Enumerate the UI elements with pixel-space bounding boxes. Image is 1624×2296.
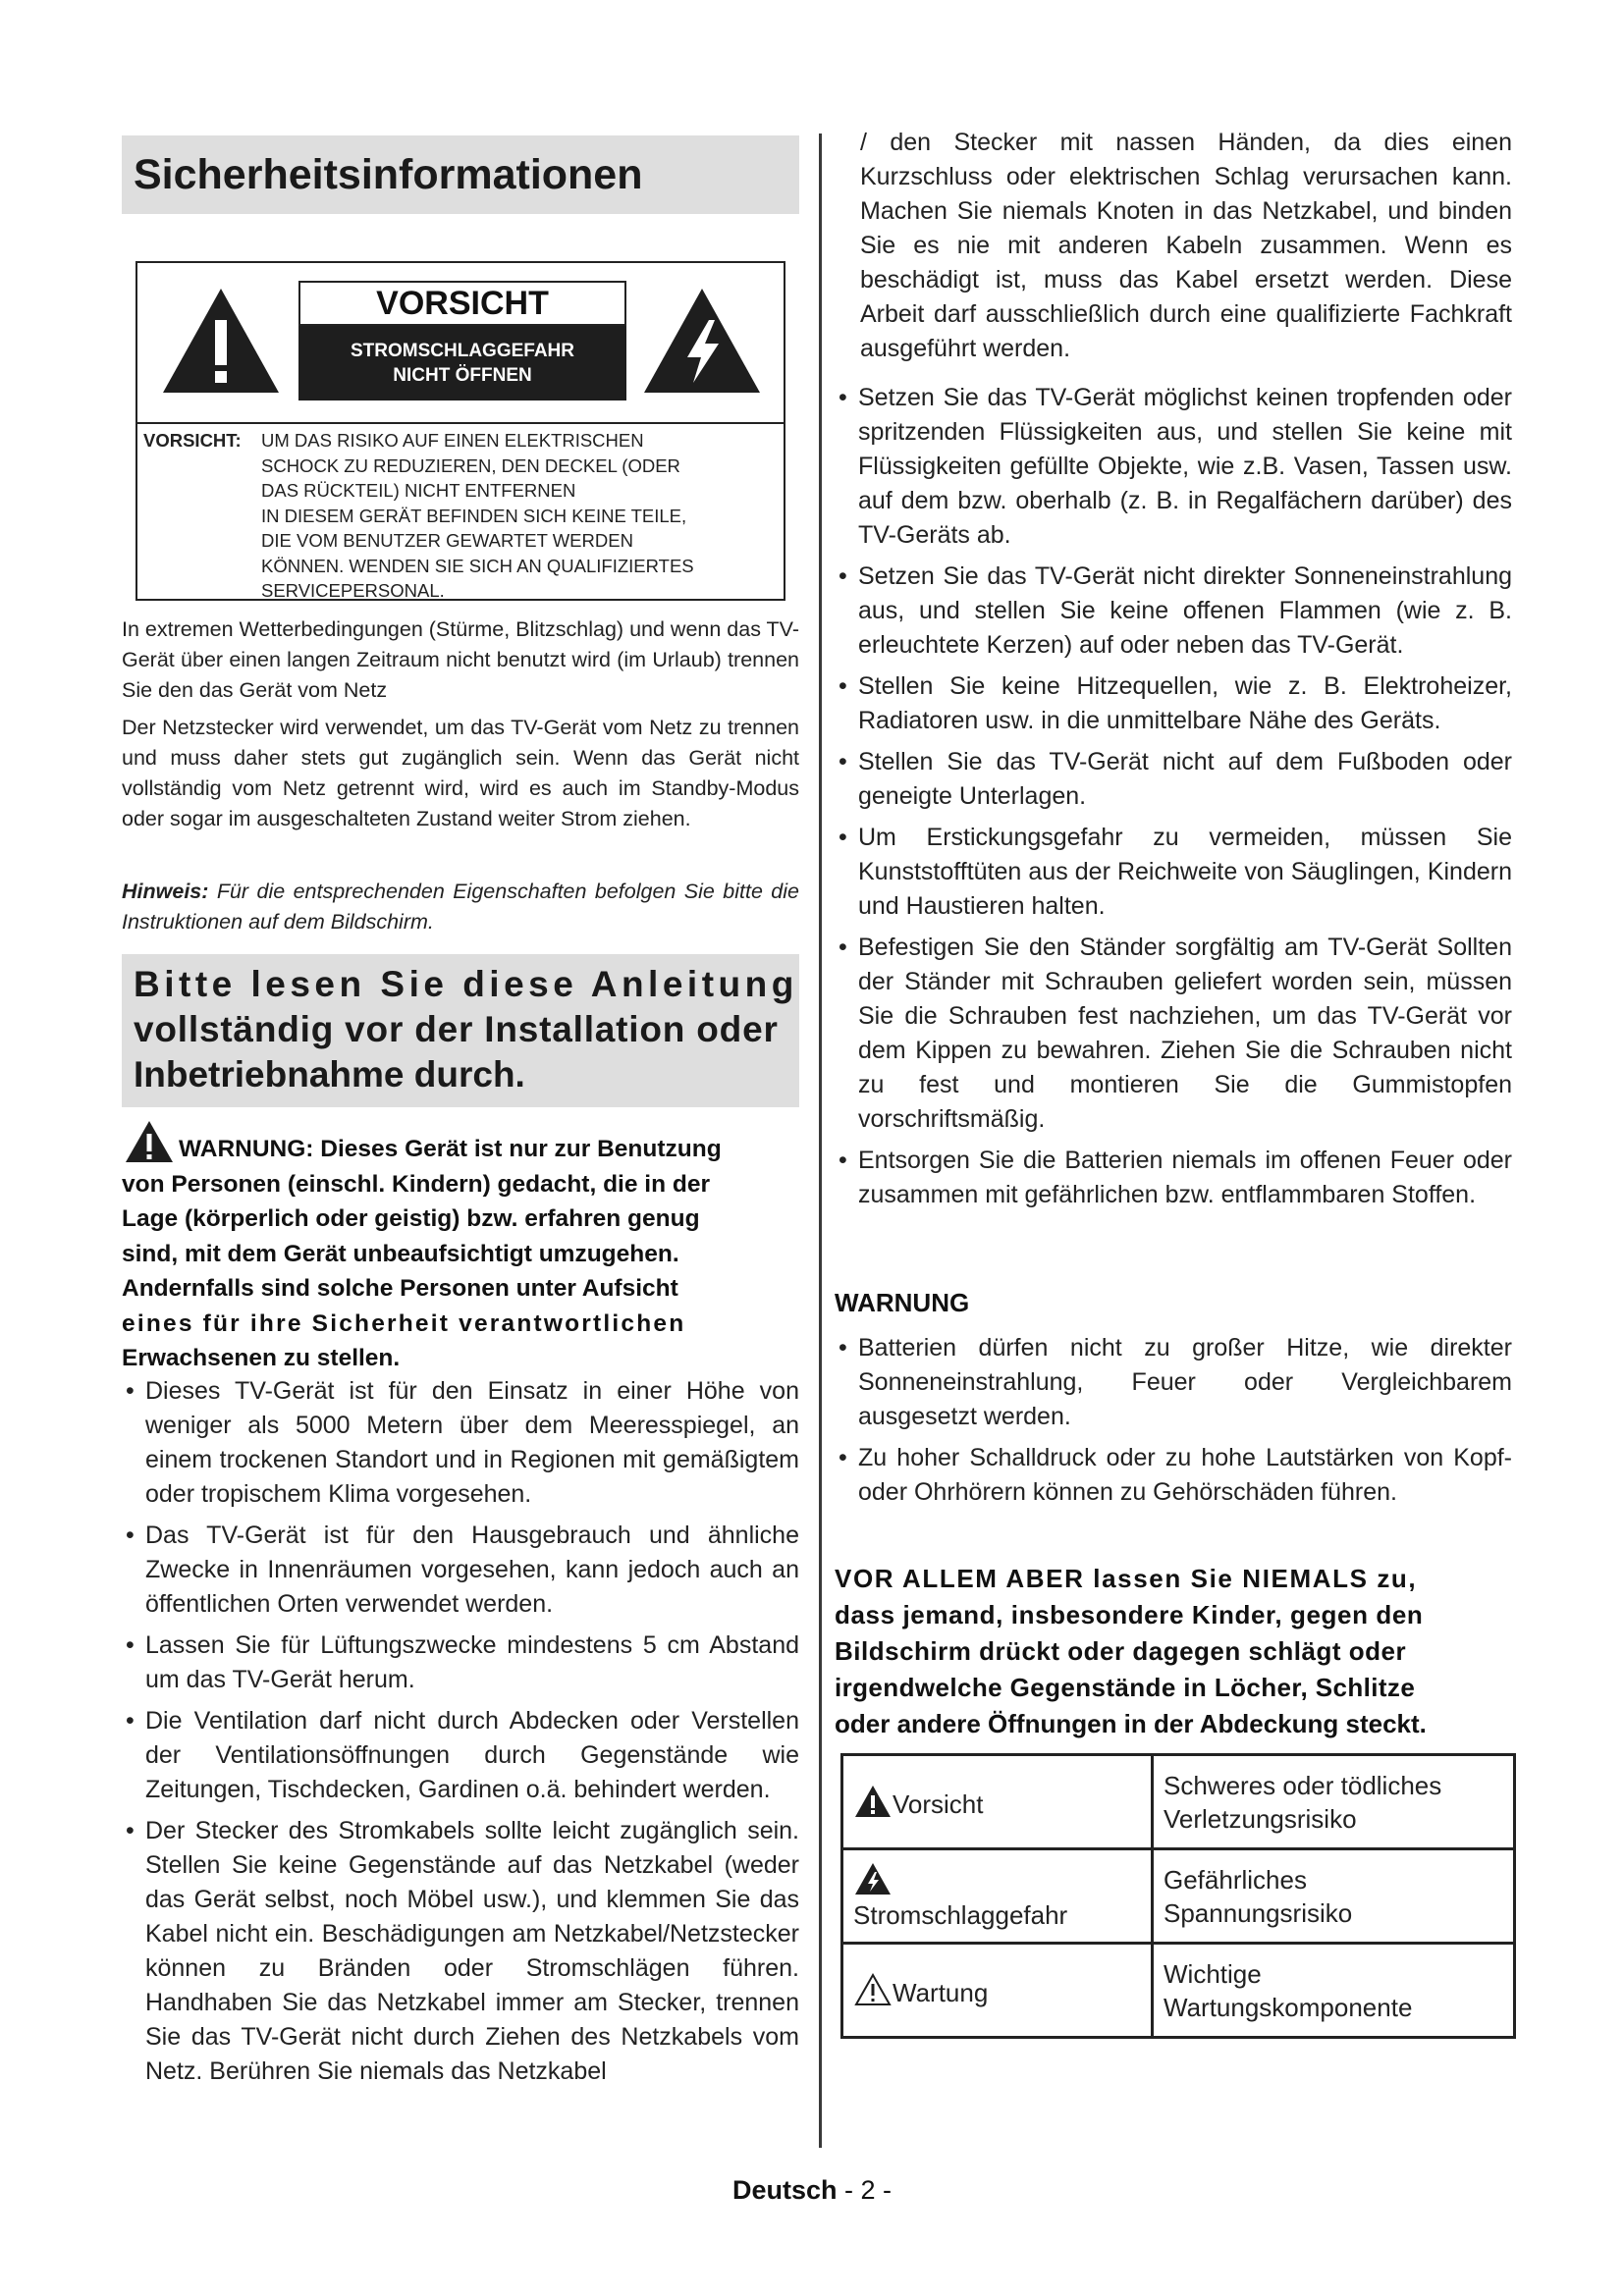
list-item: • Entsorgen Sie die Batterien niemals im offenen Feuer oder zusammen mit gefährlichen bzw. entflammbaren Stoffen. xyxy=(835,1144,1512,1212)
outline-warning-icon xyxy=(853,1972,893,2007)
legend-meaning-cell xyxy=(1153,1755,1515,1849)
caution-line: DIE VOM BENUTZER GEWARTET WERDEN xyxy=(261,530,633,551)
divider xyxy=(137,422,784,424)
table-row xyxy=(842,1944,1515,2038)
left-bullet-list xyxy=(122,1374,799,2096)
banner-line: STROMSCHLAGGEFAHR xyxy=(351,341,574,361)
page-title: Sicherheitsinformationen xyxy=(122,135,799,214)
legend-symbol-cell xyxy=(842,1755,1153,1849)
final-warning-line: oder andere Öffnungen in der Abdeckung steckt. xyxy=(835,1709,1427,1738)
read-manual-heading xyxy=(122,954,799,1107)
caution-label-box xyxy=(135,261,785,601)
shock-banner xyxy=(298,326,626,400)
legend-symbol-cell xyxy=(842,1849,1153,1944)
legend-meaning-line: Gefährliches xyxy=(1164,1864,1307,1895)
list-item: • Die Ventilation darf nicht durch Abdecken oder Verstellen der Ventilationsöffnungen durch Gegenstände wie Zeitungen, Tischdecken, Gardinen o.ä. behindert werden. xyxy=(122,1704,799,1807)
caution-line: UM DAS RISIKO AUF EINEN ELEKTRISCHEN xyxy=(261,430,644,451)
legend-meaning-line: Wartungskomponente xyxy=(1164,1992,1413,2022)
list-item: • Stellen Sie keine Hitzequellen, wie z. B. Elektroheizer, Radiatoren usw. in die unmittelbare Nähe des Geräts. xyxy=(835,669,1512,738)
note-paragraph xyxy=(122,877,799,937)
list-item: • Dieses TV-Gerät ist für den Einsatz in einer Höhe von weniger als 5000 Metern über dem Meeresspiegel, an einem trockenen Standort und in Regionen mit gemäßigtem oder tropischem Klima vorgesehen. xyxy=(122,1374,799,1512)
final-warning-line: VOR ALLEM ABER lassen Sie NIEMALS zu, xyxy=(835,1564,1418,1593)
warning-heading: WARNUNG xyxy=(835,1288,970,1317)
exclamation-warning-icon xyxy=(853,1784,893,1819)
page-footer xyxy=(0,2175,1624,2206)
caution-line: DAS RÜCKTEIL) NICHT ENTFERNEN xyxy=(261,480,576,501)
warning-line: Andernfalls sind solche Personen unter Aufsicht xyxy=(122,1275,678,1302)
exclamation-warning-icon xyxy=(124,1119,175,1164)
note-text: Für die entsprechenden Eigenschaften befolgen Sie bitte die Instruktionen auf dem Bildschirm. xyxy=(122,880,799,934)
warning-line: Erwachsenen zu stellen. xyxy=(122,1345,401,1371)
legend-symbol-label: Wartung xyxy=(893,1977,989,2007)
legend-meaning-cell xyxy=(1153,1944,1515,2038)
caution-line: SCHOCK ZU REDUZIEREN, DEN DECKEL (ODER xyxy=(261,454,680,476)
list-item: • Zu hoher Schalldruck oder zu hohe Lautstärken von Kopf- oder Ohrhörern können zu Gehörschäden führen. xyxy=(835,1441,1512,1510)
list-item: • Batterien dürfen nicht zu großer Hitze, wie direkter Sonneneinstrahlung, Feuer oder Vergleichbarem ausgesetzt werden. xyxy=(835,1331,1512,1434)
lightning-warning-icon xyxy=(853,1861,893,1896)
legend-symbol-cell xyxy=(842,1944,1153,2038)
list-item: • Der Stecker des Stromkabels sollte leicht zugänglich sein. Stellen Sie keine Gegenstände auf das Netzkabel (weder das Gerät selbst, noch Möbel usw.), und klemmen Sie das Kabel nicht ein. Beschädigungen am Netzkabel/Netzstecker können zu Bränden oder Stromschlägen führen. Handhaben Sie das Netzkabel immer am Stecker, trennen Sie das TV-Gerät nicht durch Ziehen des Netzkabels vom Netz. Berühren Sie niemals das Netzkabel xyxy=(122,1814,799,2089)
final-warning-line: Bildschirm drückt oder dagegen schlägt oder xyxy=(835,1636,1407,1666)
warning-line: Lage (körperlich oder geistig) bzw. erfahren genug xyxy=(122,1205,700,1232)
final-warning-line: irgendwelche Gegenstände in Löcher, Schlitze xyxy=(835,1673,1416,1702)
continued-paragraph: / den Stecker mit nassen Händen, da dies einen Kurzschluss oder elektrischen Schlag verursachen kann. Machen Sie niemals Knoten in das Netzkabel, und binden Sie es nie mit anderen Kabeln zusammen. Wenn es beschädigt ist, muss das Kabel ersetzt werden. Diese Arbeit darf ausschließlich durch eine qualifizierte Fachkraft ausgeführt werden. xyxy=(860,129,1512,362)
heading-line: Bitte lesen Sie diese Anleitung xyxy=(134,964,798,1004)
banner-line: NICHT ÖFFNEN xyxy=(393,365,532,386)
list-item: • Setzen Sie das TV-Gerät möglichst keinen tropfenden oder spritzenden Flüssigkeiten aus, und stellen Sie keine mit Flüssigkeiten gefüllte Objekte, wie z.B. Vasen, Tassen usw. auf dem bzw. oberhalb (z. B. in Regalfächern darüber) des TV-Geräts ab. xyxy=(835,381,1512,553)
list-item: • Um Erstickungsgefahr zu vermeiden, müssen Sie Kunststofftüten aus der Reichweite von Säuglingen, Kindern und Haustieren halten. xyxy=(835,821,1512,924)
exclamation-warning-icon xyxy=(159,285,283,397)
heading-line: vollständig vor der Installation oder xyxy=(134,1009,779,1049)
vorsicht-label: VORSICHT xyxy=(298,281,626,326)
final-warning xyxy=(835,1561,1522,1742)
legend-meaning-line: Spannungsrisiko xyxy=(1164,1897,1353,1928)
note-label: Hinweis: xyxy=(122,880,209,903)
power-plug-paragraph: Der Netzstecker wird verwendet, um das TV-Gerät vom Netz zu trennen und muss daher stets gut zugänglich sein. Wenn das Gerät nicht vollständig vom Netz getrennt wird, wird es auch im Standby-Modus oder sogar im ausgeschalteten Zustand weiter Strom ziehen. xyxy=(122,716,799,830)
legend-meaning-line: Schweres oder tödliches xyxy=(1164,1770,1442,1800)
list-item: • Das TV-Gerät ist für den Hausgebrauch und ähnliche Zwecke in Innenräumen vorgesehen, kann jedoch auch an öffentlichen Orten verwendet werden. xyxy=(122,1519,799,1622)
heading-line: Inbetriebnahme durch. xyxy=(134,1054,525,1095)
main-warning xyxy=(122,1119,799,1376)
legend-meaning-cell xyxy=(1153,1849,1515,1944)
caution-line: IN DIESEM GERÄT BEFINDEN SICH KEINE TEILE, xyxy=(261,505,687,526)
caution-text-label: VORSICHT: xyxy=(143,430,242,451)
weather-paragraph: In extremen Wetterbedingungen (Stürme, Blitzschlag) und wenn das TV-Gerät über einen langen Zeitraum nicht benutzt wird (im Urlaub) trennen Sie den das Gerät vom Netz xyxy=(122,617,799,702)
caution-header xyxy=(137,263,784,420)
legend-meaning-line: Verletzungsrisiko xyxy=(1164,1803,1357,1834)
list-item: • Setzen Sie das TV-Gerät nicht direkter Sonneneinstrahlung aus, und stellen Sie keine offenen Flammen (wie z. B. erleuchtete Kerzen) auf oder neben das TV-Gerät. xyxy=(835,560,1512,663)
warning-line: von Personen (einschl. Kindern) gedacht, die in der xyxy=(122,1170,710,1198)
symbol-legend-table xyxy=(840,1753,1516,2039)
legend-symbol-label: Stromschlaggefahr xyxy=(853,1899,1068,1930)
caution-text xyxy=(143,428,772,604)
caution-line: KÖNNEN. WENDEN SIE SICH AN QUALIFIZIERTES xyxy=(261,555,694,576)
right-bullet-list xyxy=(835,381,1512,1219)
lightning-warning-icon xyxy=(640,285,764,397)
warning-line: sind, mit dem Gerät unbeaufsichtigt umzugehen. xyxy=(122,1240,679,1267)
legend-meaning-line: Wichtige xyxy=(1164,1958,1262,1989)
caution-line: SERVICEPERSONAL. xyxy=(261,580,445,601)
warning-line: eines für ihre Sicherheit verantwortlichen xyxy=(122,1309,686,1337)
list-item: • Lassen Sie für Lüftungszwecke mindestens 5 cm Abstand um das TV-Gerät herum. xyxy=(122,1629,799,1697)
legend-symbol-label: Vorsicht xyxy=(893,1789,984,1819)
list-item: • Befestigen Sie den Ständer sorgfältig am TV-Gerät Sollten der Ständer mit Schrauben geliefert worden sein, müssen Sie die Schrauben fest nachziehen, um das TV-Gerät vor dem Kippen zu bewahren. Ziehen Sie die Schrauben nicht zu fest und montieren Sie die Gummistopfen vorschriftsmäßig. xyxy=(835,931,1512,1137)
footer-page-number: - 2 - xyxy=(844,2175,893,2205)
warning-line: WARNUNG: Dieses Gerät ist nur zur Benutzung xyxy=(179,1136,722,1162)
table-row xyxy=(842,1849,1515,1944)
table-row xyxy=(842,1755,1515,1849)
final-warning-line: dass jemand, insbesondere Kinder, gegen den xyxy=(835,1600,1424,1629)
list-item: • Stellen Sie das TV-Gerät nicht auf dem Fußboden oder geneigte Unterlagen. xyxy=(835,745,1512,814)
column-divider xyxy=(819,133,822,2148)
footer-language: Deutsch xyxy=(731,2175,838,2205)
battery-warning-list xyxy=(835,1331,1512,1517)
